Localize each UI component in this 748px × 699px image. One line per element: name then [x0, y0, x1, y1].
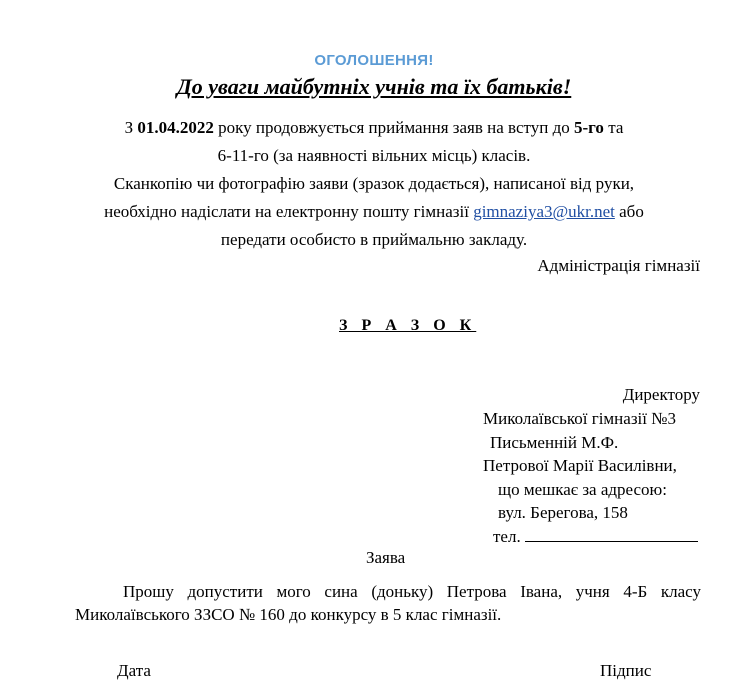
p1-date: 01.04.2022 — [137, 118, 214, 137]
administration-signature: Адміністрація гімназії — [537, 256, 700, 275]
addressee-line-7 — [493, 527, 698, 547]
p2-text-before: необхідно надіслати на електронну пошту гімназії — [104, 202, 474, 221]
phone-label: тел. — [493, 527, 525, 546]
p1-text-1: З — [124, 118, 138, 137]
announcement-paragraph-1 — [0, 118, 748, 138]
p2-text-after: або — [614, 202, 644, 221]
announcement-label: ОГОЛОШЕННЯ! — [314, 52, 434, 69]
announcement-paragraph-2-line-2 — [0, 202, 748, 222]
announcement-headline: До уваги майбутніх учнів та їх батьків! — [176, 74, 572, 99]
p1-text-2: року продовжується приймання заяв на вступ до — [213, 118, 574, 137]
addressee-line-5: що мешкає за адресою: — [498, 480, 667, 499]
signature-label: Підпис — [600, 661, 652, 680]
p1-text-3: та — [603, 118, 624, 137]
request-body-line-2: Миколаївського ЗЗСО № 160 до конкурсу в 5 клас гімназії. — [75, 605, 502, 624]
document-title: Заява — [366, 548, 406, 567]
email-link[interactable]: gimnaziya3@ukr.net — [473, 202, 615, 221]
request-body-line-1: Прошу допустити мого сина (доньку) Петрова Івана, учня 4-Б класу — [123, 582, 701, 601]
announcement-paragraph-2-line-1: Сканкопію чи фотографію заяви (зразок додається), написаної від руки, — [113, 174, 635, 193]
sample-title: З Р А З О К — [339, 317, 477, 334]
addressee-line-1: Директору — [622, 385, 700, 404]
addressee-line-3: Письменній М.Ф. — [490, 433, 619, 452]
phone-blank-line — [525, 527, 698, 542]
announcement-paragraph-1-line-2: 6-11-го (за наявності вільних місць) класів. — [217, 146, 531, 165]
addressee-line-6: вул. Берегова, 158 — [498, 503, 628, 522]
addressee-line-4: Петрової Марії Василівни, — [483, 456, 677, 475]
p1-grade: 5-го — [573, 118, 604, 137]
announcement-paragraph-2-line-3: передати особисто в приймальню закладу. — [220, 230, 528, 249]
addressee-line-2: Миколаївської гімназії №3 — [483, 409, 676, 428]
date-label: Дата — [117, 661, 151, 680]
